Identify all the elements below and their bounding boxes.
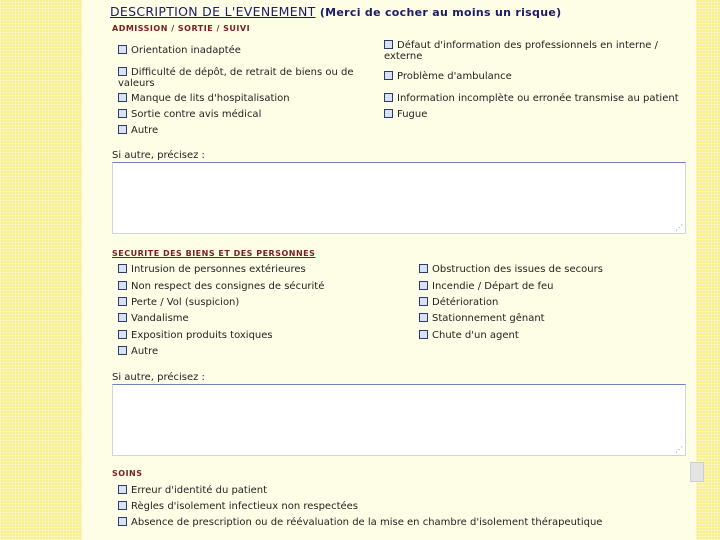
checkbox-box[interactable] [419,330,428,339]
checkbox-box[interactable] [384,93,393,102]
section-securite-title: SECURITE DES BIENS ET DES PERSONNES [112,249,316,258]
checkbox-defaut-information[interactable]: Défaut d'information des professionnels en interne / externe [384,40,658,62]
checkbox-erreur-identite[interactable]: Erreur d'identité du patient [118,485,267,496]
form-title-main: DESCRIPTION DE L'EVENEMENT [110,4,316,19]
checkbox-box[interactable] [118,346,127,355]
checkbox-difficulte-depot[interactable]: Difficulté de dépôt, de retrait de biens ou de valeurs [118,67,354,89]
checkbox-box[interactable] [118,485,127,494]
checkbox-stationnement-genant[interactable]: Stationnement gênant [419,313,545,324]
checkbox-non-respect-consignes[interactable]: Non respect des consignes de sécurité [118,281,324,292]
checkbox-box[interactable] [419,313,428,322]
checkbox-intrusion[interactable]: Intrusion de personnes extérieures [118,264,306,275]
checkbox-box[interactable] [118,93,127,102]
checkbox-chute-agent[interactable]: Chute d'un agent [419,330,519,341]
checkbox-sortie-contre-avis[interactable]: Sortie contre avis médical [118,109,261,120]
checkbox-box[interactable] [118,297,127,306]
checkbox-box[interactable] [384,71,393,80]
section-admission-title: ADMISSION / SORTIE / SUIVI [112,24,251,33]
checkbox-deterioration[interactable]: Détérioration [419,297,498,308]
checkbox-absence-prescription[interactable]: Absence de prescription ou de réévaluation de la mise en chambre d'isolement thérapeutique [118,517,602,528]
checkbox-obstruction-issues[interactable]: Obstruction des issues de secours [419,264,603,275]
checkbox-box[interactable] [118,109,127,118]
section-soins-title: SOINS [112,469,143,478]
checkbox-box[interactable] [118,313,127,322]
checkbox-box[interactable] [118,517,127,526]
form-title-sub: (Merci de cocher au moins un risque) [319,6,562,19]
checkbox-orientation-inadaptee[interactable]: Orientation inadaptée [118,45,241,56]
admission-other-textarea[interactable] [112,162,686,234]
securite-other-textarea[interactable] [112,384,686,456]
checkbox-fugue[interactable]: Fugue [384,109,427,120]
form-title [110,4,561,19]
checkbox-regles-isolement[interactable]: Règles d'isolement infectieux non respectées [118,501,358,512]
resize-grip-icon[interactable]: ⋰ [675,223,683,232]
checkbox-information-incomplete[interactable]: Information incomplète ou erronée transmise au patient [384,93,679,104]
checkbox-manque-lits[interactable]: Manque de lits d'hospitalisation [118,93,290,104]
checkbox-perte-vol[interactable]: Perte / Vol (suspicion) [118,297,239,308]
checkbox-vandalisme[interactable]: Vandalisme [118,313,189,324]
securite-other-label: Si autre, précisez : [112,372,205,383]
checkbox-probleme-ambulance[interactable]: Problème d'ambulance [384,71,512,82]
checkbox-box[interactable] [419,297,428,306]
checkbox-box[interactable] [419,264,428,273]
checkbox-securite-autre[interactable]: Autre [118,346,158,357]
scrollbar-fragment[interactable] [690,462,704,482]
checkbox-box[interactable] [118,125,127,134]
checkbox-box[interactable] [384,40,393,49]
checkbox-incendie[interactable]: Incendie / Départ de feu [419,281,554,292]
form-panel [82,0,696,540]
checkbox-admission-autre[interactable]: Autre [118,125,158,136]
checkbox-box[interactable] [118,45,127,54]
checkbox-box[interactable] [118,264,127,273]
checkbox-box[interactable] [384,109,393,118]
checkbox-box[interactable] [419,281,428,290]
resize-grip-icon[interactable]: ⋰ [675,445,683,454]
checkbox-exposition-toxiques[interactable]: Exposition produits toxiques [118,330,273,341]
checkbox-box[interactable] [118,330,127,339]
checkbox-box[interactable] [118,67,127,76]
checkbox-box[interactable] [118,281,127,290]
admission-other-label: Si autre, précisez : [112,150,205,161]
checkbox-box[interactable] [118,501,127,510]
